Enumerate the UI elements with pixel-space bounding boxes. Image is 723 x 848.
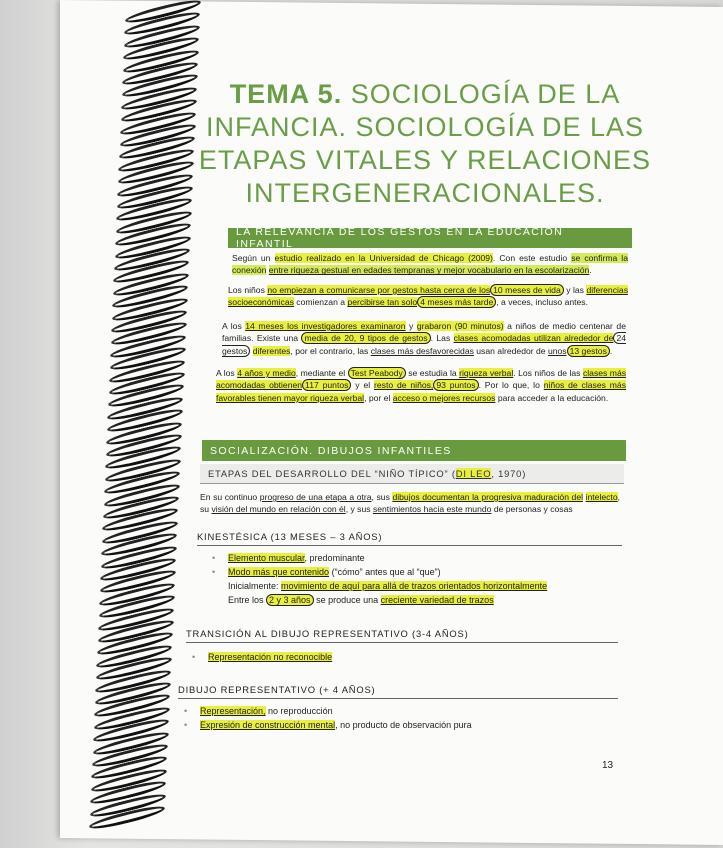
- list-item-continuation: [210, 593, 620, 607]
- highlight: resto de niños,: [374, 380, 434, 391]
- highlight: no empiezan a comunicarse por gestos hasta cerca de los: [267, 285, 491, 295]
- bullet-icon: •: [212, 567, 216, 577]
- text: para acceder a la educación.: [495, 392, 609, 403]
- kinestesica-list: [210, 551, 620, 607]
- circled: 24 gestos: [222, 333, 626, 356]
- underline: unos: [547, 345, 567, 356]
- highlight: los investigadores examinaron: [283, 321, 406, 331]
- circled: media de 20, 9 tipos de gestos: [301, 332, 430, 344]
- text: no reproducción: [265, 706, 333, 716]
- text: y: [405, 321, 417, 331]
- list-item: [210, 551, 620, 565]
- highlight: se confirma la conexión: [232, 253, 629, 276]
- text: y el: [351, 380, 374, 391]
- bullet-icon: •: [212, 553, 216, 563]
- section2-heading: [202, 440, 626, 461]
- text: . Los niños de las: [513, 368, 583, 378]
- highlight: socioeconómicas: [228, 297, 294, 308]
- section1-paragraph-2: [228, 284, 628, 309]
- text: , por el: [364, 392, 393, 403]
- text: . Las: [430, 333, 454, 344]
- section1-paragraph-4: [216, 367, 626, 404]
- circled: 93 puntos: [433, 379, 478, 391]
- highlight: riqueza verbal: [459, 368, 514, 378]
- underline: clases más desfavorecidas: [370, 345, 474, 356]
- text: de personas y cosas: [491, 504, 573, 515]
- text: A los: [222, 321, 246, 331]
- text: y las: [563, 285, 587, 295]
- text: . Por lo que, lo: [478, 380, 544, 391]
- text: , sus: [371, 492, 393, 502]
- title-line3: ETAPAS VITALES Y RELACIONES: [198, 145, 652, 175]
- text: usan alrededor de: [473, 345, 548, 356]
- highlight: grabaron (90 minutos): [416, 321, 504, 331]
- highlight: Representación,: [200, 706, 266, 716]
- bullet-icon: •: [184, 720, 188, 730]
- highlight: Representación no reconocible: [208, 652, 333, 662]
- kinestesica-heading: [197, 531, 622, 546]
- highlight: acceso o mejores recursos: [392, 392, 496, 403]
- list-item: [182, 704, 612, 718]
- text: ETAPAS DEL DESARROLLO DEL “NIÑO TÍPICO” (: [208, 468, 456, 479]
- text: A los: [216, 368, 238, 378]
- circled: 10 meses de vida: [490, 284, 564, 296]
- underline: visión del mundo en relación con él: [211, 504, 346, 515]
- section2-subheading: [200, 464, 624, 484]
- highlight: niños de clases más: [543, 380, 627, 391]
- highlight: diferentes: [252, 345, 291, 356]
- section2-intro: [200, 491, 620, 516]
- text: , a veces, incluso antes.: [496, 297, 588, 308]
- section1-heading-text: LA RELEVANCIA DE LOS GESTOS EN LA EDUCACIÓN INFANTIL: [236, 226, 564, 250]
- highlight: favorables tienen mayor riqueza verbal: [216, 392, 365, 403]
- circled: 13 gestos: [567, 345, 610, 357]
- kinestesica-heading-text: KINESTÉSICA (13 MESES – 3 AÑOS): [197, 531, 383, 542]
- text: . Con este estudio: [492, 253, 572, 263]
- list-item: [210, 565, 620, 579]
- title-line4: INTERGENERACIONALES.: [245, 178, 605, 208]
- text: Inicialmente:: [228, 581, 282, 591]
- title-bold: TEMA 5.: [229, 79, 343, 109]
- text: , predominante: [304, 553, 365, 563]
- page-number: 13: [602, 760, 614, 771]
- text: se estudia la: [405, 368, 460, 378]
- representativo-list: [182, 704, 612, 732]
- text: Entre los: [228, 595, 267, 605]
- title-line1: SOCIOLOGÍA DE LA: [342, 79, 621, 109]
- text: , no producto de observación pura: [335, 720, 472, 730]
- underline: progreso de una etapa a otra: [259, 492, 372, 502]
- section1-paragraph-1: [232, 252, 628, 277]
- highlight: creciente variedad de trazos: [380, 595, 494, 605]
- text: (“cómo” antes que al “que”): [329, 567, 441, 577]
- text: , por el contrario, las: [290, 345, 371, 356]
- highlight: intelecto: [585, 492, 618, 502]
- highlight: dibujos documentan la progresiva maduración del: [392, 492, 584, 502]
- highlight: 4 años y medio: [237, 368, 296, 378]
- text: , su: [200, 492, 620, 515]
- highlight: percibirse tan solo: [347, 297, 418, 308]
- highlight: DI LEO: [455, 468, 492, 479]
- highlight: Elemento muscular: [228, 553, 305, 563]
- highlight: clases más: [582, 368, 627, 378]
- circled: 2 y 3 años: [266, 594, 314, 606]
- spiral-binding: [28, 0, 118, 848]
- list-item: [190, 650, 610, 664]
- highlight: entre riqueza gestual en edades tempranas y mejor vocabulario en la escolarización: [268, 265, 590, 276]
- list-item-continuation: [210, 579, 620, 593]
- text: Los niños: [228, 285, 268, 295]
- text: Según un: [232, 253, 275, 263]
- text: .: [589, 265, 592, 276]
- underline: sentimientos hacia este mundo: [372, 504, 492, 515]
- page-title: [190, 78, 660, 210]
- highlight: movimiento de aquí para allá de trazos orientados horizontalmente: [281, 581, 548, 591]
- representativo-heading-text: DIBUJO REPRESENTATIVO (+ 4 AÑOS): [178, 684, 376, 695]
- transicion-list: [190, 650, 610, 664]
- circled: Test Peabody: [348, 367, 406, 379]
- transicion-heading-text: TRANSICIÓN AL DIBUJO REPRESENTATIVO (3-4 AÑOS): [186, 628, 469, 639]
- section1-heading: [228, 228, 632, 248]
- text: , mediante el: [295, 368, 348, 378]
- section2-heading-text: SOCIALIZACIÓN. DIBUJOS INFANTILES: [210, 444, 452, 457]
- transicion-heading: [186, 628, 618, 643]
- text: a niños de medio centenar de familias. Existe una: [222, 321, 626, 344]
- text: , y sus: [345, 504, 373, 515]
- highlight: diferencias: [586, 285, 628, 295]
- text: En su continuo: [200, 492, 260, 502]
- highlight: estudio realizado en la Universidad de Chicago (2009): [274, 253, 493, 263]
- highlight: Modo más que contenido: [228, 567, 330, 577]
- bullet-icon: •: [184, 706, 188, 716]
- circled: 4 meses más tarde: [417, 296, 496, 308]
- text: se produce una: [313, 595, 381, 605]
- section1-paragraph-3: [222, 320, 626, 357]
- text: , 1970): [491, 468, 527, 479]
- highlight: 14 meses: [245, 321, 284, 331]
- highlight: acomodadas obtienen: [216, 380, 303, 391]
- title-line2: INFANCIA. SOCIOLOGÍA DE LAS: [205, 112, 645, 142]
- representativo-heading: [178, 684, 618, 699]
- highlight: clases acomodadas utilizan alrededor de: [453, 333, 614, 344]
- text: comienzan a: [293, 297, 348, 308]
- circled: 117 puntos: [302, 379, 351, 391]
- bullet-icon: •: [192, 652, 196, 662]
- highlight: Expresión de construcción mental: [200, 720, 336, 730]
- list-item: [182, 718, 612, 732]
- text: .: [609, 345, 613, 356]
